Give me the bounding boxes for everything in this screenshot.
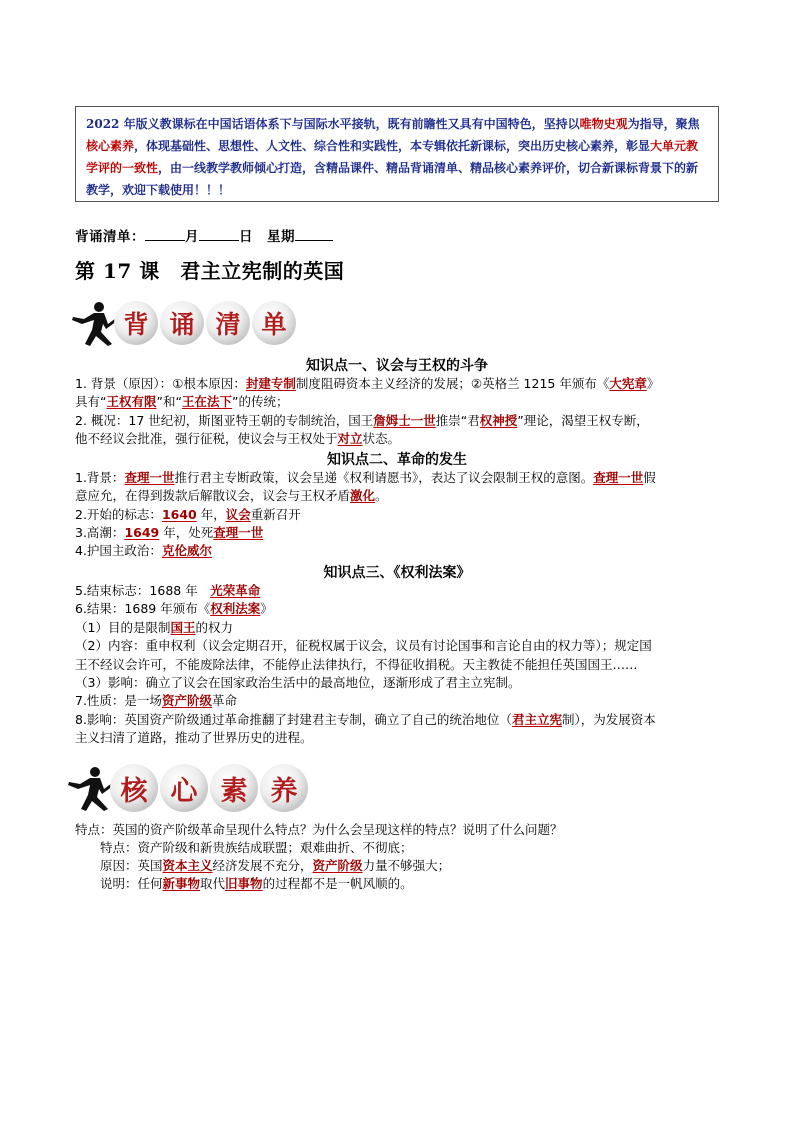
- k2-line2: [75, 487, 388, 505]
- text: 3.高潮：: [75, 525, 125, 540]
- text: 状态。: [362, 431, 401, 446]
- banner-circles: [110, 764, 310, 812]
- key-term: 权利法案: [210, 601, 261, 616]
- k3-line9: 主义扫清了道路，推动了世界历史的进程。: [75, 730, 313, 745]
- text: 1.背景：: [75, 470, 125, 485]
- text: 他不经议会批准，强行征税，使议会与王权处于: [75, 431, 338, 446]
- key-term: 资产阶级: [161, 693, 212, 708]
- key-term: 封建专制: [245, 376, 296, 391]
- text: 的过程都不是一帆风顺的。: [262, 876, 413, 891]
- core-answer-2: [100, 857, 450, 875]
- key-term: 资产阶级: [312, 858, 363, 873]
- text: 推崇“君: [435, 413, 480, 428]
- text: 》: [646, 376, 660, 391]
- core-answer-3: [100, 875, 413, 893]
- key-term: 资本主义: [162, 858, 213, 873]
- intro-text: ，由一线教学教师倾心打造，含精品课件、精品背诵清单、精品核心素养评价，切合新课标背景下的新教学，欢迎下载使用！！！: [86, 161, 699, 197]
- martial-arts-figure-icon: [68, 300, 118, 346]
- k3-line3: [75, 619, 233, 637]
- text: 意应允，在得到拨款后解散议会，议会与王权矛盾: [75, 488, 351, 503]
- key-term: 权神授: [479, 413, 518, 428]
- k3-title: 知识点三、《权利法案》: [323, 565, 471, 581]
- banner-char: 养: [260, 764, 308, 812]
- key-term: 詹姆士一世: [373, 413, 436, 428]
- text: 取代: [200, 876, 226, 891]
- martial-arts-figure-icon: [64, 763, 114, 813]
- text: 6.结果：1689 年颁布《: [75, 601, 211, 616]
- text: ”理论，渴望王权专断，: [517, 413, 649, 428]
- key-term: 查理一世: [213, 525, 264, 540]
- recite-date-line: [75, 225, 333, 245]
- key-term: 激化: [350, 488, 376, 503]
- text: （1）目的是限制: [75, 620, 171, 635]
- key-term: 国王: [170, 620, 196, 635]
- intro-box: [75, 106, 719, 202]
- intro-highlight: 大单元教学评的一致性: [86, 139, 699, 175]
- lesson-title: 第 17 课 君主立宪制的英国: [75, 259, 345, 283]
- k2-title: 知识点二、革命的发生: [327, 452, 467, 468]
- recite-label: 背诵清单：: [75, 229, 145, 245]
- k2-line3: [75, 506, 301, 524]
- banner-char: 心: [160, 764, 208, 812]
- month-label: 月: [185, 229, 199, 245]
- k3-line7: [75, 692, 237, 710]
- text: 2. 概况：17 世纪初，斯图亚特王朝的专制统治，国王: [75, 413, 374, 428]
- k3-line4: （2）内容：重申权利（议会定期召开，征税权属于议会，议员有讨论国事和言论自由的权力等）；规定国: [75, 638, 652, 653]
- key-term: 王在法下: [181, 394, 232, 409]
- core-answer-1: 特点：资产阶级和新贵族结成联盟；艰难曲折、不彻底；: [100, 840, 413, 855]
- key-term: 王权有限: [106, 394, 157, 409]
- key-term: 新事物: [162, 876, 201, 891]
- k3-line2: [75, 600, 273, 618]
- text: 2.开始的标志：: [75, 507, 162, 522]
- text: ”的传统；: [231, 394, 289, 409]
- banner-char: 素: [210, 764, 258, 812]
- key-term: 大宪章: [609, 376, 647, 391]
- text: 推行君主专断政策，议会呈递《权利请愿书》，表达了议会限制王权的意图。: [174, 470, 594, 485]
- banner-core-literacy: [64, 763, 310, 813]
- k3-line8: [75, 711, 656, 729]
- k2-line1: [75, 469, 656, 487]
- banner-char: 核: [110, 764, 158, 812]
- key-term: 查理一世: [593, 470, 644, 485]
- k1-line2: [75, 393, 288, 411]
- text: 经济发展不充分，: [212, 858, 313, 873]
- text: 8.影响：英国资产阶级通过革命推翻了封建君主专制，确立了自己的统治地位（: [75, 712, 512, 727]
- intro-text: 为指导，聚焦: [627, 117, 700, 131]
- text: 原因：英国: [100, 858, 163, 873]
- k1-line4: [75, 430, 400, 448]
- text: 》: [260, 601, 273, 616]
- intro-highlight: 核心素养: [86, 139, 135, 153]
- day-label: 日: [239, 229, 253, 245]
- text: 年，处死: [159, 525, 214, 540]
- k1-title: 知识点一、议会与王权的斗争: [306, 358, 488, 374]
- k2-line4: [75, 524, 263, 542]
- key-term: 旧事物: [225, 876, 263, 891]
- text: 4.护国主政治：: [75, 543, 162, 558]
- banner-recite-list: [68, 300, 298, 346]
- weekday-label: 星期: [267, 229, 295, 245]
- text: 1. 背景（原因）：①根本原因：: [75, 376, 246, 391]
- banner-char: 诵: [160, 301, 204, 345]
- text: 假: [643, 470, 656, 485]
- intro-text: 2022 年版义教课标在中国话语体系下与国际水平接轨，既有前瞻性又具有中国特色，坚持以: [86, 117, 580, 131]
- intro-highlight: 唯物史观: [579, 117, 628, 131]
- key-term: 议会: [225, 507, 251, 522]
- key-term: 对立: [337, 431, 363, 446]
- key-term: 1649: [124, 525, 160, 540]
- banner-char: 单: [252, 301, 296, 345]
- weekday-blank: [295, 227, 333, 241]
- text: 的权力: [195, 620, 233, 635]
- k1-line3: [75, 412, 649, 430]
- text: 年，: [196, 507, 226, 522]
- intro-text: ，体现基础性、思想性、人文性、综合性和实践性，本专辑依托新课标，突出历史核心素养，彰显: [134, 139, 651, 153]
- text: 力量不够强大；: [362, 858, 451, 873]
- text: 具有“: [75, 394, 107, 409]
- text: 制度阻碍资本主义经济的发展；②英格兰 1215 年颁布《: [295, 376, 610, 391]
- text: 重新召开: [250, 507, 301, 522]
- text: 制），为发展资本: [561, 712, 656, 727]
- day-blank: [199, 227, 239, 241]
- key-term: 1640: [161, 507, 197, 522]
- text: 。: [375, 488, 388, 503]
- banner-char: 背: [114, 301, 158, 345]
- text: 革命: [211, 693, 237, 708]
- text: 说明：任何: [100, 876, 163, 891]
- k1-line1: [75, 375, 659, 393]
- month-blank: [145, 227, 185, 241]
- text: 5.结束标志：1688 年: [75, 583, 211, 598]
- banner-char: 清: [206, 301, 250, 345]
- key-term: 君主立宪: [511, 712, 562, 727]
- k3-line6: （3）影响：确立了议会在国家政治生活中的最高地位，逐渐形成了君主立宪制。: [75, 675, 521, 690]
- key-term: 克伦威尔: [161, 543, 212, 558]
- text: 7.性质：是一场: [75, 693, 162, 708]
- key-term: 光荣革命: [210, 583, 261, 598]
- core-question: 特点：英国的资产阶级革命呈现什么特点？为什么会呈现这样的特点？说明了什么问题？: [75, 822, 563, 837]
- key-term: 查理一世: [124, 470, 175, 485]
- k2-line5: [75, 542, 212, 560]
- k3-line1: [75, 582, 260, 600]
- banner-circles: [114, 301, 298, 345]
- text: ”和“: [156, 394, 182, 409]
- k3-line5: 王不经议会许可，不能废除法律，不能停止法律执行，不得征收捐税。天主教徒不能担任英国国王……: [75, 657, 638, 672]
